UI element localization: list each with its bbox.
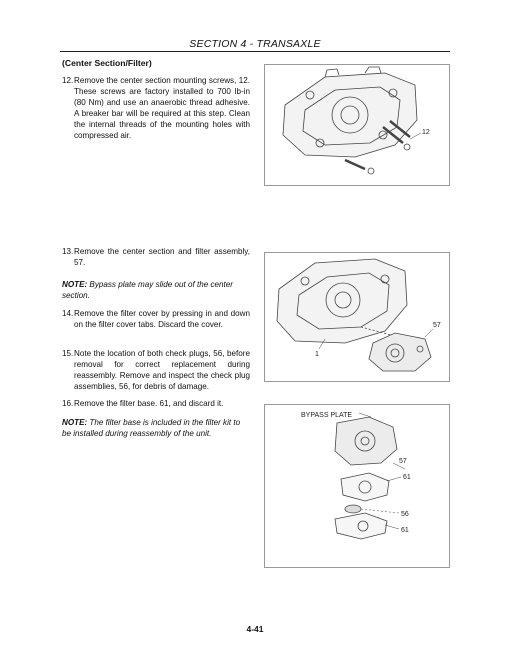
step-text: Remove the filter cover by pressing in and down on the filter cover tabs. Discard the cover. [74,309,250,329]
callout-1: 1 [315,351,319,358]
callout-12: 12 [422,129,430,136]
note-text: Bypass plate may slide out of the center section. [62,280,233,300]
step-text: Note the location of both check plugs, 56, before removal for correct replacement during reassembly. Remove and inspect the check plug assemblies, 56, for debris of damage. [74,349,250,391]
step-text: Remove the filter base. 61, and discard it. [74,399,224,408]
note-text: The filter base is included in the filter kit to be installed during reassembly of the unit. [62,418,241,438]
step-13 [62,247,250,269]
step-number: 15. [62,349,74,358]
section-header: SECTION 4 - TRANSAXLE [189,38,321,50]
figure-filter-exploded [264,404,450,568]
step-12 [62,76,250,141]
callout-61-top: 61 [403,474,411,481]
note-label: NOTE: [62,280,88,289]
callout-bypass-plate: BYPASS PLATE [301,412,353,419]
figure-center-section-removal [264,252,450,382]
note-bypass-plate [62,280,250,302]
step-14 [62,309,250,331]
step-15 [62,349,250,393]
step-text: Remove the center section mounting screws, 12. These screws are factory installed to 700 lb-in (80 Nm) and use an anaerobic thread adhesive. A breaker bar will be required at this step. Clean the internal threads of the mounting holes with compressed air. [74,76,250,140]
callout-61-bottom: 61 [401,527,409,534]
step-number: 12. [62,76,74,85]
callout-57: 57 [399,458,407,465]
header-rule [60,51,450,52]
transaxle-screws-illustration [265,65,449,185]
step-number: 13. [62,247,74,256]
center-section-illustration [265,253,449,381]
step-text: Remove the center section and filter assembly, 57. [74,247,250,267]
note-label: NOTE: [62,418,88,427]
callout-57: 57 [433,322,441,329]
step-16 [62,399,250,410]
callout-56: 56 [401,511,409,518]
page-number: 4-41 [246,624,264,634]
step-number: 16. [62,399,74,408]
subsection-title: (Center Section/Filter) [62,58,152,68]
step-number: 14. [62,309,74,318]
filter-exploded-illustration [265,405,449,567]
figure-mounting-screws [264,64,450,186]
note-filter-base [62,418,250,440]
